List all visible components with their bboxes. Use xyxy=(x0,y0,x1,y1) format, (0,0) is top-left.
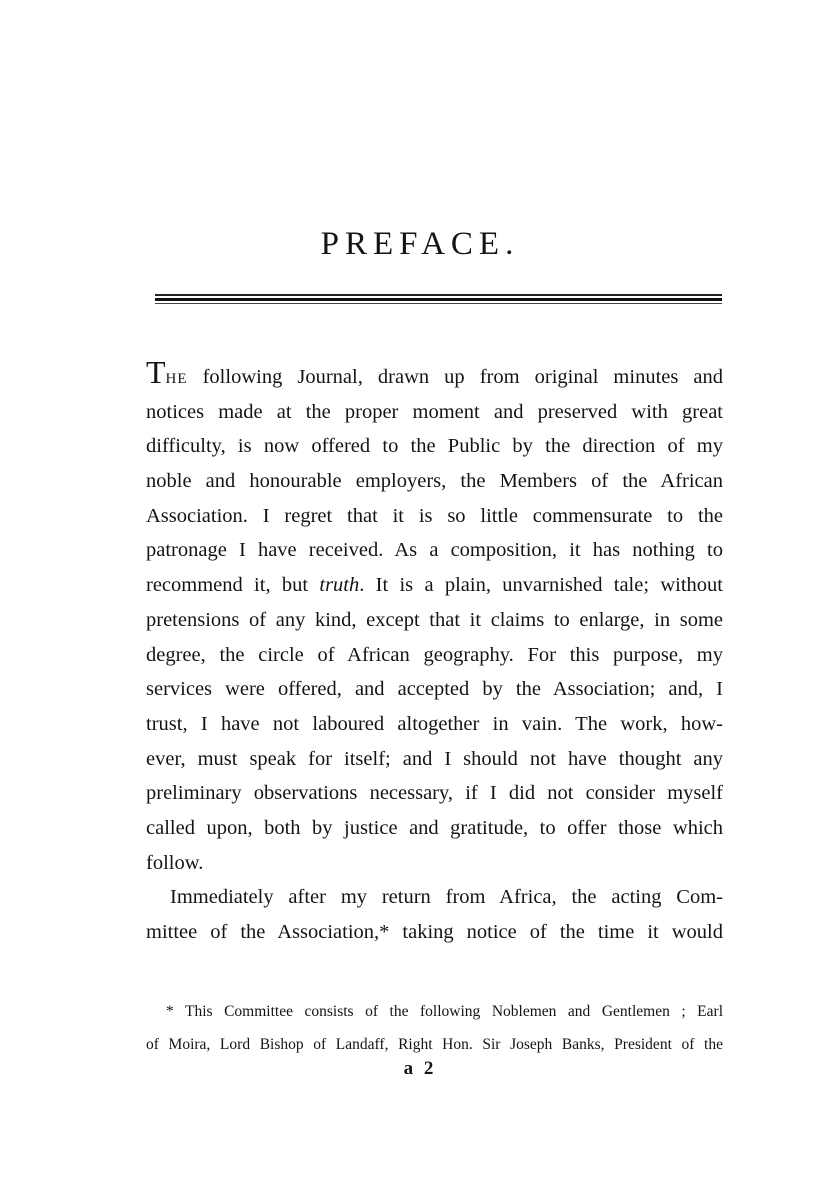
text-line: trust, I have not laboured altogether in vain. The work, how- xyxy=(146,712,723,735)
text-line: degree, the circle of African geography. For this purpose, my xyxy=(146,643,723,666)
text-line: follow. xyxy=(146,851,204,874)
text-fragment: recommend it, but xyxy=(146,574,320,597)
text-line: pretensions of any kind, except that it claims to enlarge, in some xyxy=(146,608,723,631)
preface-body xyxy=(146,354,723,950)
text-line: ever, must speak for itself; and I should not have thought any xyxy=(146,747,723,770)
text-line xyxy=(146,568,723,603)
text-line xyxy=(146,354,723,395)
emphasis-truth: truth xyxy=(319,574,360,597)
text-line: difficulty, is now offered to the Public by the direction of my xyxy=(146,435,723,458)
text-line: noble and honourable employers, the Members of the African xyxy=(146,470,723,493)
footnote xyxy=(146,995,723,1061)
text-line: patronage I have received. As a composition, it has nothing to xyxy=(146,539,723,562)
text-fragment: following Journal, drawn up from original minutes and xyxy=(187,366,723,388)
drop-cap: T xyxy=(146,354,166,390)
rule-line-thick xyxy=(155,298,722,301)
footnote-line: * This Committee consists of the following Noblemen and Gentlemen ; Earl xyxy=(166,1003,723,1020)
small-caps: HE xyxy=(165,371,188,387)
text-line: notices made at the proper moment and preserved with great xyxy=(146,400,723,423)
text-line: services were offered, and accepted by the Association; and, I xyxy=(146,678,723,701)
footnote-line: of Moira, Lord Bishop of Landaff, Right Hon. Sir Joseph Banks, President of the xyxy=(146,1036,723,1053)
signature-mark: a 2 xyxy=(403,1058,437,1079)
text-line: Immediately after my return from Africa, the acting Com- xyxy=(170,886,723,909)
title-rule xyxy=(155,294,722,308)
text-line: preliminary observations necessary, if I did not consider myself xyxy=(146,782,723,805)
text-line: called upon, both by justice and gratitude, to offer those which xyxy=(146,816,723,839)
text-line: mittee of the Association,* taking notice of the time it would xyxy=(146,921,723,943)
rule-line-hairline xyxy=(155,303,722,304)
text-fragment: . It is a plain, unvarnished tale; without xyxy=(359,574,723,597)
rule-line-thin xyxy=(155,294,722,296)
page-title: PREFACE. xyxy=(320,226,520,262)
text-line: Association. I regret that it is so little commensurate to the xyxy=(146,504,723,527)
